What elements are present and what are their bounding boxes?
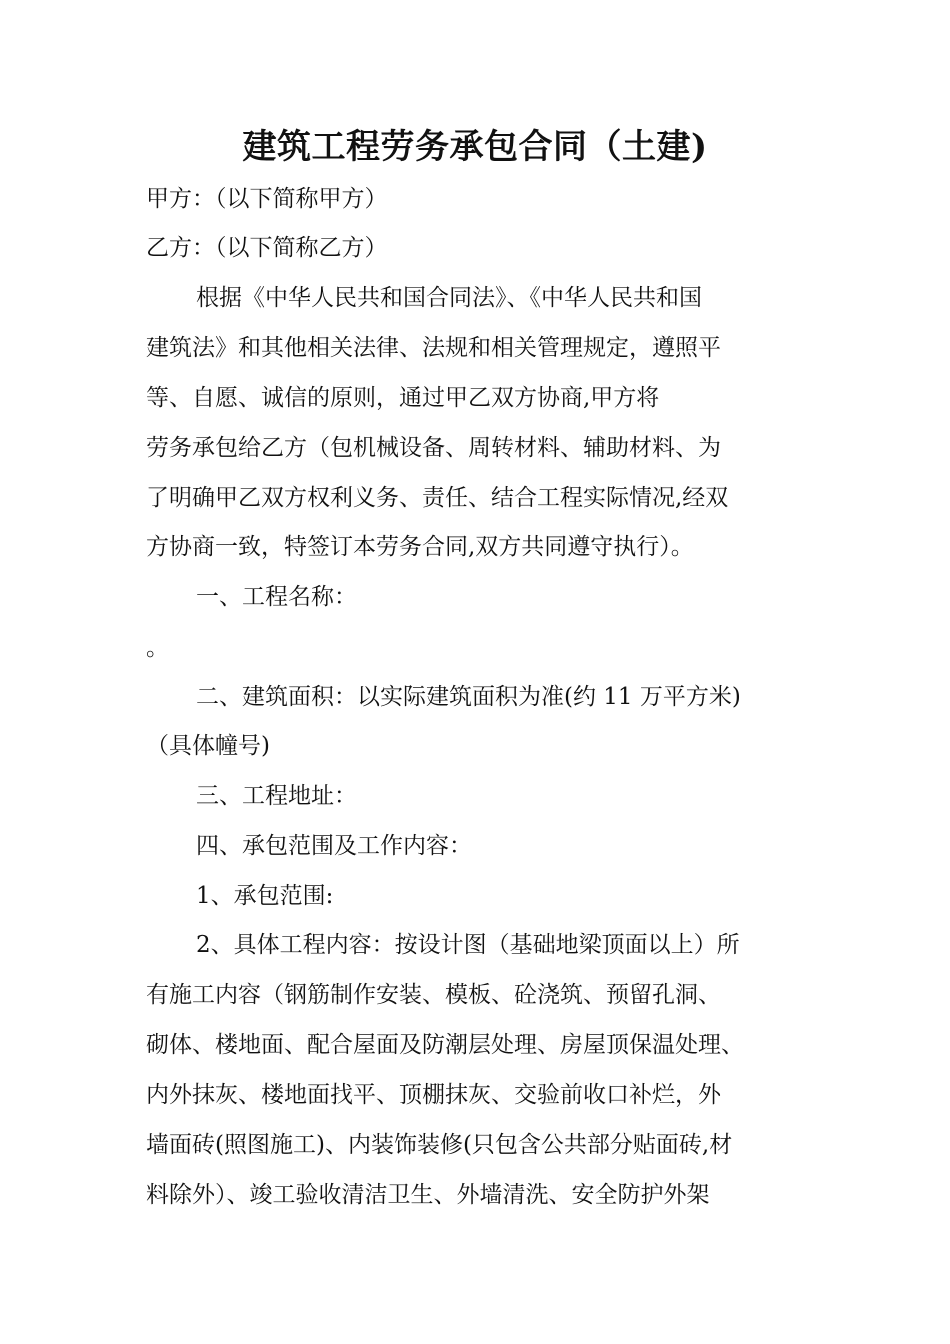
scope-item-2-line-2: 有施工内容（钢筋制作安装、模板、砼浇筑、预留孔洞、: [146, 982, 721, 1008]
scope-heading: 四、承包范围及工作内容：: [196, 833, 472, 859]
scope-item-1: 1、承包范围:: [196, 883, 334, 909]
building-number-line: （具体幢号): [146, 733, 270, 759]
document-title: 建筑工程劳务承包合同（土建): [242, 127, 708, 167]
party-a-line: 甲方：（以下简称甲方）: [146, 186, 388, 212]
scope-item-2-line-3: 砌体、楼地面、配合屋面及防潮层处理、房屋顶保温处理、: [146, 1032, 744, 1058]
project-name-value: 。: [146, 635, 169, 661]
building-area-line: 二、建筑面积：以实际建筑面积为准(约 11 万平方米): [196, 684, 741, 710]
preamble-line-3: 等、自愿、诚信的原则，通过甲乙双方协商,甲方将: [146, 385, 660, 411]
preamble-line-5: 了明确甲乙双方权利义务、责任、结合工程实际情况,经双: [146, 485, 729, 511]
preamble-line-4: 劳务承包给乙方（包机械设备、周转材料、辅助材料、为: [146, 435, 721, 461]
scope-item-2-line-4: 内外抹灰、楼地面找平、顶棚抹灰、交验前收口补烂，外: [146, 1082, 721, 1108]
project-address-heading: 三、工程地址：: [196, 783, 357, 809]
preamble-line-1: 根据《中华人民共和国合同法》、《中华人民共和国: [196, 285, 702, 311]
scope-item-2-line-6: 料除外）、竣工验收清洁卫生、外墙清洗、安全防护外架: [146, 1182, 710, 1208]
scope-item-2-line-5: 墙面砖(照图施工)、内装饰装修(只包含公共部分贴面砖,材: [146, 1132, 733, 1158]
scope-item-2-line-1: 2、具体工程内容：按设计图（基础地梁顶面以上）所: [196, 932, 740, 958]
party-b-line: 乙方：（以下简称乙方）: [146, 235, 388, 261]
project-name-heading: 一、工程名称：: [196, 584, 357, 610]
preamble-line-2: 建筑法》和其他相关法律、法规和相关管理规定，遵照平: [146, 335, 721, 361]
preamble-line-6: 方协商一致，特签订本劳务合同,双方共同遵守执行）。: [146, 534, 694, 560]
